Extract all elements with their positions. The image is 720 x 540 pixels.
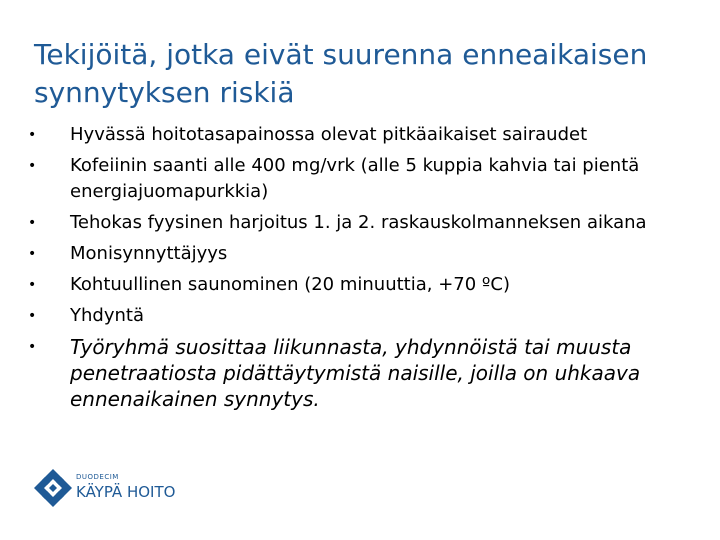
logo-duodecim-text: DUODECIM [76,473,119,481]
bullet-icon: • [28,158,37,174]
bullet-icon: • [28,127,37,143]
bullet-text: Tehokas fyysinen harjoitus 1. ja 2. raskauskolmanneksen aikana [70,212,647,233]
bullet-item [24,272,684,298]
bullet-item [24,153,684,205]
bullet-item [24,122,684,148]
bullet-icon: • [28,215,37,231]
bullet-text: Hyvässä hoitotasapainossa olevat pitkäaikaiset sairaudet [70,124,588,145]
logo-kaypa-hoito-text: KÄYPÄ HOITO [76,483,176,501]
bullet-text: Monisynnyttäjyys [70,243,228,264]
bullet-text: Kohtuullinen saunominen (20 minuuttia, +70 ºC) [70,274,510,295]
bullet-item [24,241,684,267]
bullet-item [24,210,684,236]
bullet-text: Yhdyntä [70,305,144,326]
bullet-item [24,303,684,329]
slide-title: Tekijöitä, jotka eivät suurenna enneaikaisen synnytyksen riskiä [34,38,648,109]
bullet-icon: • [28,339,37,355]
bullet-list [24,122,684,412]
bullet-icon: • [28,277,37,293]
bullet-icon: • [28,308,37,324]
diamond-logo-icon [32,467,74,509]
bullet-icon: • [28,246,37,262]
bullet-text: Kofeiinin saanti alle 400 mg/vrk (alle 5 kuppia kahvia tai pientä energiajuomapurkkia) [70,155,640,202]
bullet-text: Työryhmä suosittaa liikunnasta, yhdynnöistä tai muusta penetraatiosta pidättäytymistä naisille, joilla on uhkaava ennenaikainen synnytys. [70,335,641,411]
bullet-item-recommendation [24,334,684,412]
kaypa-hoito-logo [32,467,182,509]
